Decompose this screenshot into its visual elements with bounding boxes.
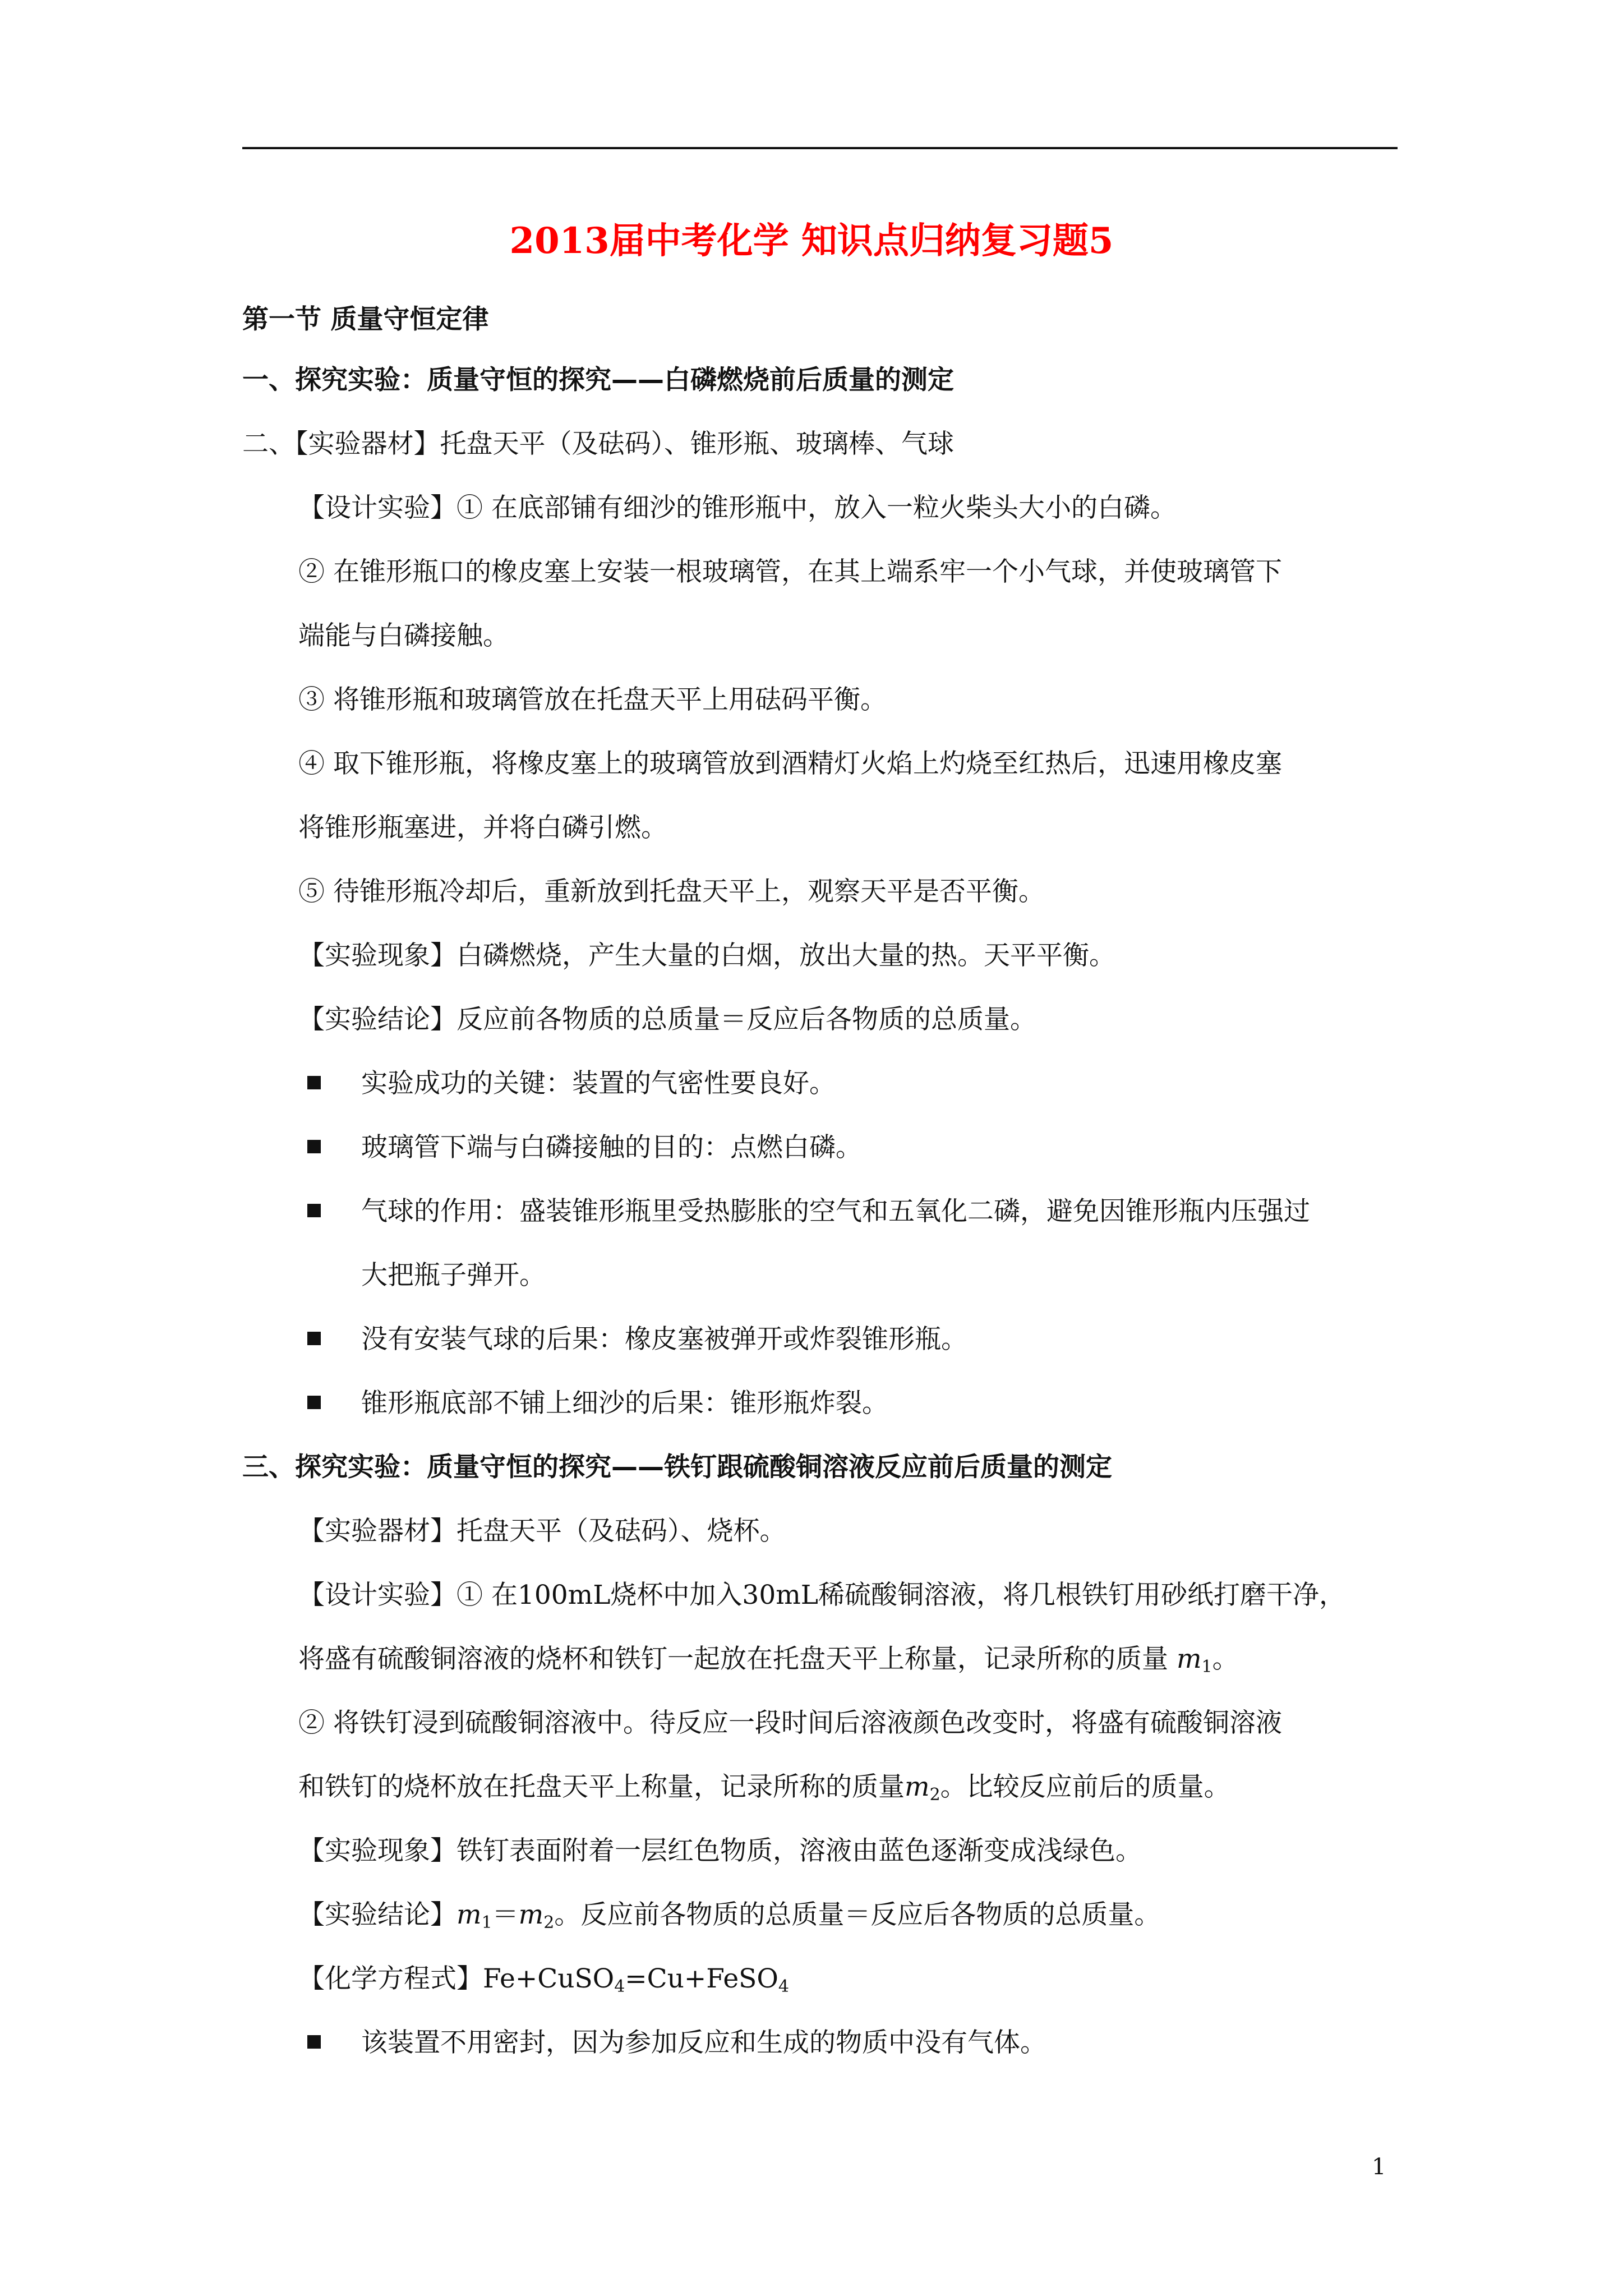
text-segment: 将盛有硫酸铜溶液的烧杯和铁钉一起放在托盘天平上称量，记录所称的质量 xyxy=(298,1644,1168,1674)
part3-design-step-1-cont xyxy=(298,1642,1239,1676)
subscript: 4 xyxy=(778,1977,789,1996)
equation-part: =Cu+FeSO xyxy=(625,1963,778,1994)
part2-bullet-5: 锥形瓶底部不铺上细沙的后果：锥形瓶炸裂。 xyxy=(361,1388,888,1419)
header-rule xyxy=(242,147,1398,149)
part3-conclusion xyxy=(298,1898,1160,1932)
part1-heading: 一、探究实验：质量守恒的探究——白磷燃烧前后质量的测定 xyxy=(242,365,954,395)
part2-bullet-3-cont: 大把瓶子弹开。 xyxy=(361,1260,546,1291)
text-segment: 。反应前各物质的总质量＝反应后各物质的总质量。 xyxy=(554,1899,1161,1930)
section-heading: 第一节 质量守恒定律 xyxy=(242,304,489,335)
part3-design-step-2-cont xyxy=(298,1770,1230,1804)
part2-bullet-4: 没有安装气球的后果：橡皮塞被弹开或炸裂锥形瓶。 xyxy=(361,1324,967,1355)
equation-label: 【化学方程式】 xyxy=(298,1963,483,1994)
page-number: 1 xyxy=(1372,2154,1386,2180)
part2-bullet-3: 气球的作用：盛装锥形瓶里受热膨胀的空气和五氧化二磷，避免因锥形瓶内压强过 xyxy=(361,1196,1310,1227)
bullet-marker xyxy=(307,1140,321,1153)
part2-materials: 二、【实验器材】托盘天平（及砝码）、锥形瓶、玻璃棒、气球 xyxy=(242,429,954,459)
part3-bullet-1: 该装置不用密封，因为参加反应和生成的物质中没有气体。 xyxy=(361,2027,1046,2058)
part3-design-step-2: ② 将铁钉浸到硫酸铜溶液中。待反应一段时间后溶液颜色改变时，将盛有硫酸铜溶液 xyxy=(298,1708,1282,1738)
part2-phenomenon: 【实验现象】白磷燃烧，产生大量的白烟，放出大量的热。天平平衡。 xyxy=(298,940,1115,971)
part2-design-step-4-cont: 将锥形瓶塞进，并将白磷引燃。 xyxy=(298,812,667,843)
mass-symbol: m xyxy=(905,1772,930,1802)
subscript: 2 xyxy=(543,1913,555,1932)
part2-design-step-5: ⑤ 待锥形瓶冷却后，重新放到托盘天平上，观察天平是否平衡。 xyxy=(298,876,1045,907)
part2-bullet-2: 玻璃管下端与白磷接触的目的：点燃白磷。 xyxy=(361,1132,862,1163)
part2-design-step-2-cont: 端能与白磷接触。 xyxy=(298,620,509,651)
part2-design-step-1: 【设计实验】① 在底部铺有细沙的锥形瓶中，放入一粒火柴头大小的白磷。 xyxy=(298,493,1177,523)
subscript: 4 xyxy=(614,1977,625,1996)
text-segment: ＝ xyxy=(492,1899,519,1930)
mass-symbol: m xyxy=(1176,1644,1202,1674)
part2-bullet-1: 实验成功的关键：装置的气密性要良好。 xyxy=(361,1068,836,1099)
bullet-marker xyxy=(307,1204,321,1217)
part2-conclusion: 【实验结论】反应前各物质的总质量＝反应后各物质的总质量。 xyxy=(298,1004,1036,1035)
text-segment: 【实验结论】 xyxy=(298,1899,457,1930)
bullet-marker xyxy=(307,1396,321,1409)
part2-design-step-2: ② 在锥形瓶口的橡皮塞上安装一根玻璃管，在其上端系牢一个小气球，并使玻璃管下 xyxy=(298,556,1282,587)
part2-design-step-4: ④ 取下锥形瓶，将橡皮塞上的玻璃管放到酒精灯火焰上灼烧至红热后，迅速用橡皮塞 xyxy=(298,748,1282,779)
part3-materials: 【实验器材】托盘天平（及砝码）、烧杯。 xyxy=(298,1516,786,1547)
subscript: 2 xyxy=(929,1785,940,1805)
mass-symbol: m xyxy=(457,1899,482,1930)
part2-design-step-3: ③ 将锥形瓶和玻璃管放在托盘天平上用砝码平衡。 xyxy=(298,684,887,715)
part3-heading: 三、探究实验：质量守恒的探究——铁钉跟硫酸铜溶液反应前后质量的测定 xyxy=(242,1452,1112,1483)
mass-symbol: m xyxy=(518,1899,544,1930)
equation-part: Fe+CuSO xyxy=(483,1963,615,1994)
part3-phenomenon: 【实验现象】铁钉表面附着一层红色物质，溶液由蓝色逐渐变成浅绿色。 xyxy=(298,1835,1142,1866)
text-segment: 。 xyxy=(1212,1644,1239,1674)
subscript: 1 xyxy=(481,1913,492,1932)
bullet-marker xyxy=(307,1332,321,1345)
part3-equation xyxy=(298,1962,789,1996)
text-segment: 和铁钉的烧杯放在托盘天平上称量，记录所称的质量 xyxy=(298,1772,905,1802)
bullet-marker xyxy=(307,2035,321,2049)
text-segment: 。比较反应前后的质量。 xyxy=(940,1772,1230,1802)
bullet-marker xyxy=(307,1076,321,1089)
part3-design-step-1: 【设计实验】① 在100mL烧杯中加入30mL稀硫酸铜溶液，将几根铁钉用砂纸打磨干净， xyxy=(298,1580,1346,1611)
subscript: 1 xyxy=(1201,1657,1212,1677)
document-title: 2013届中考化学 知识点归纳复习题5 xyxy=(509,220,1114,262)
